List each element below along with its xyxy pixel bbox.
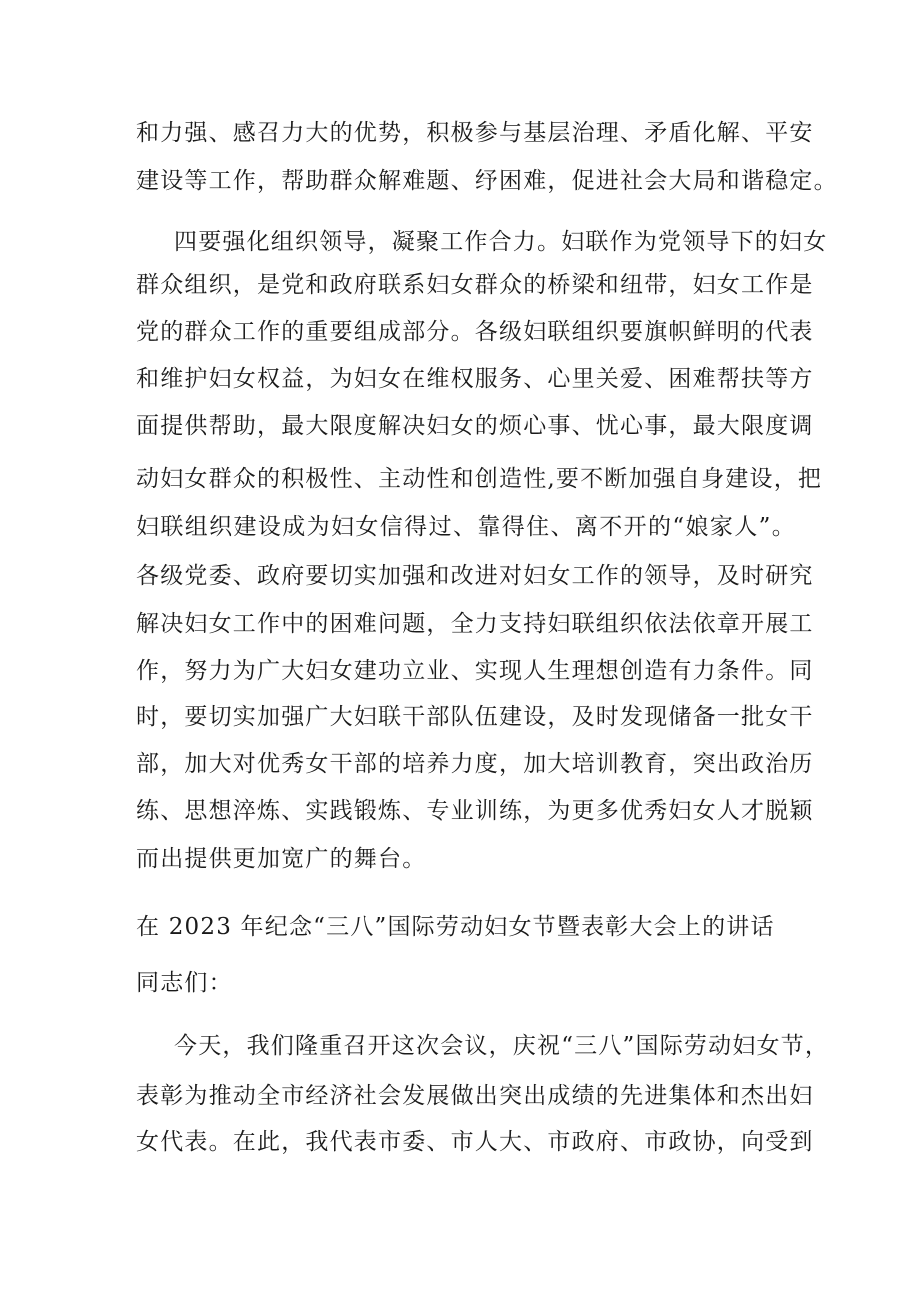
text-line: 各级党委、政府要切实加强和改进对妇女工作的领导，及时研究 <box>136 563 814 589</box>
text-line: 作，努力为广大妇女建功立业、实现人生理想创造有力条件。同 <box>136 658 814 684</box>
text-line: 女代表。在此，我代表市委、市人大、市政府、市政协，向受到 <box>136 1129 814 1155</box>
text-line: 妇联组织建设成为妇女信得过、靠得住、离不开的“娘家人”。 <box>136 514 796 540</box>
text-line: 练、思想淬炼、实践锻炼、专业训练，为更多优秀妇女人才脱颖 <box>136 798 814 824</box>
text-line: 部，加大对优秀女干部的培养力度，加大培训教育，突出政治历 <box>136 751 814 777</box>
text-line: 解决妇女工作中的困难问题，全力支持妇联组织依法依章开展工 <box>136 611 814 637</box>
text-line: 党的群众工作的重要组成部分。各级妇联组织要旗帜鲜明的代表 <box>136 319 814 345</box>
text-line: 而出提供更加宽广的舞台。 <box>136 846 427 872</box>
text-line: 今天，我们隆重召开这次会议，庆祝“三八”国际劳动妇女节， <box>174 1033 830 1059</box>
text-line: 四要强化组织领导，凝聚工作合力。妇联作为党领导下的妇女 <box>174 229 828 255</box>
text-line: 建设等工作，帮助群众解难题、纾困难，促进社会大局和谐稳定。 <box>136 168 838 194</box>
text-line: 群众组织，是党和政府联系妇女群众的桥梁和纽带，妇女工作是 <box>136 272 814 298</box>
text-line: 和维护妇女权益，为妇女在维权服务、心里关爱、困难帮扶等方 <box>136 366 814 392</box>
text-line: 表彰为推动全市经济社会发展做出突出成绩的先进集体和杰出妇 <box>136 1083 814 1109</box>
text-line: 动妇女群众的积极性、主动性和创造性,要不断加强自身建设，把 <box>136 466 823 492</box>
text-line: 面提供帮助，最大限度解决妇女的烦心事、忧心事，最大限度调 <box>136 413 814 439</box>
speech-title: 在 2023 年纪念“三八”国际劳动妇女节暨表彰大会上的讲话 <box>136 914 775 940</box>
text-line: 和力强、感召力大的优势，积极参与基层治理、矛盾化解、平安 <box>136 120 814 146</box>
text-line: 时，要切实加强广大妇联干部队伍建设，及时发现储备一批女干 <box>136 704 814 730</box>
salutation: 同志们： <box>136 970 233 996</box>
